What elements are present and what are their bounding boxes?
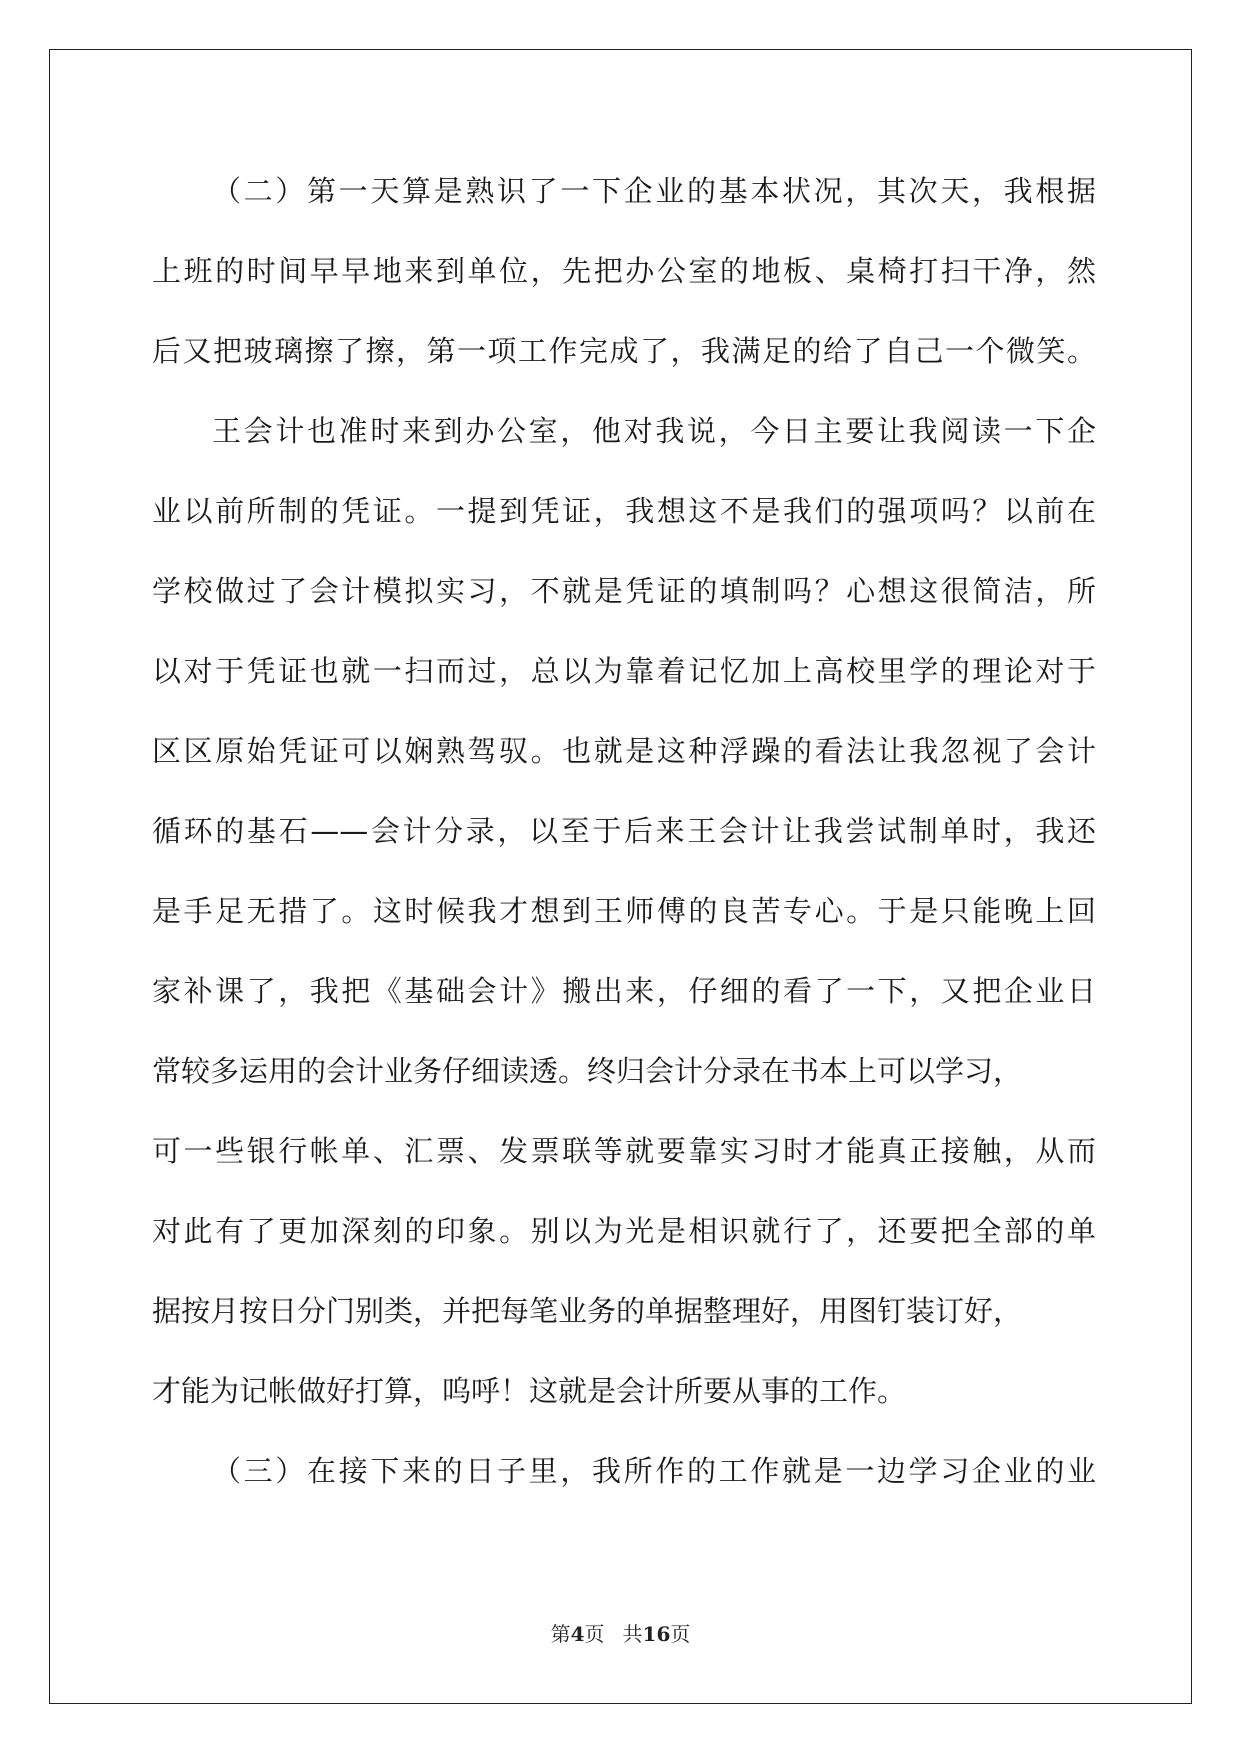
text-line: 循环的基石——会计分录，以至于后来王会计让我尝试制单时，我还 (152, 814, 1096, 848)
text-line: 业以前所制的凭证。一提到凭证，我想这不是我们的强项吗？以前在 (152, 494, 1096, 528)
text-line: 才能为记帐做好打算，呜呼！这就是会计所要从事的工作。 (152, 1374, 907, 1408)
text-line: 上班的时间早早地来到单位，先把办公室的地板、桌椅打扫干净，然 (152, 254, 1096, 288)
footer-total-suffix: 页 (670, 1622, 691, 1646)
text-line: （二）第一天算是熟识了一下企业的基本状况，其次天，我根据 (212, 174, 1096, 208)
text-line: 后又把玻璃擦了擦，第一项工作完成了，我满足的给了自己一个微笑。 (152, 334, 1096, 368)
text-line: 据按月按日分门别类，并把每笔业务的单据整理好，用图钉装订好， (152, 1294, 1023, 1328)
text-line: （三）在接下来的日子里，我所作的工作就是一边学习企业的业 (212, 1454, 1096, 1488)
text-line: 以对于凭证也就一扫而过，总以为靠着记忆加上高校里学的理论对于 (152, 654, 1096, 688)
text-line: 区区原始凭证可以娴熟驾驭。也就是这种浮躁的看法让我忽视了会计 (152, 734, 1096, 768)
text-line: 对此有了更加深刻的印象。别以为光是相识就行了，还要把全部的单 (152, 1214, 1096, 1248)
text-line: 王会计也准时来到办公室，他对我说，今日主要让我阅读一下企 (212, 414, 1096, 448)
total-page-count: 16 (642, 1622, 671, 1646)
text-line: 可一些银行帐单、汇票、发票联等就要靠实习时才能真正接触，从而 (152, 1134, 1096, 1168)
current-page-number: 4 (570, 1622, 585, 1646)
text-line: 家补课了，我把《基础会计》搬出来，仔细的看了一下，又把企业日 (152, 974, 1096, 1008)
footer-prefix: 第 (550, 1622, 571, 1646)
page-footer (0, 1622, 1241, 1646)
text-line: 学校做过了会计模拟实习，不就是凭证的填制吗？心想这很简洁，所 (152, 574, 1096, 608)
footer-total-prefix: 共 (622, 1622, 643, 1646)
text-line: 常较多运用的会计业务仔细读透。终归会计分录在书本上可以学习， (152, 1054, 1023, 1088)
text-line: 是手足无措了。这时候我才想到王师傅的良苦专心。于是只能晚上回 (152, 894, 1096, 928)
footer-page-suffix: 页 (584, 1622, 605, 1646)
